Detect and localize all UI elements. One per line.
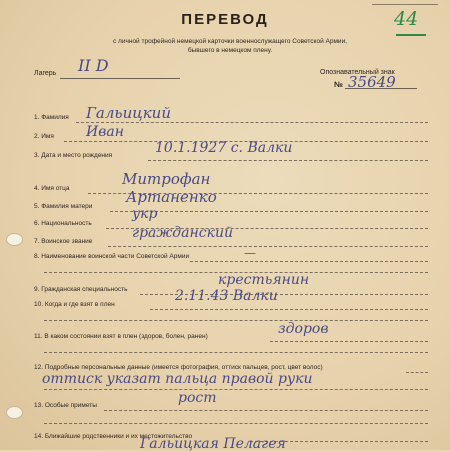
camp-line xyxy=(60,78,180,79)
field-7-value: гражданский xyxy=(132,225,233,241)
punch-hole-lower xyxy=(6,406,23,419)
field-9-label: 9. Гражданская специальность xyxy=(34,286,128,293)
field-10-label: 10. Когда и где взят в плен xyxy=(34,301,115,308)
camp-value: II D xyxy=(78,56,109,75)
field-4-value: Митрофан xyxy=(122,170,211,188)
id-tag-label: Опознавательный знак xyxy=(320,69,395,76)
camp-label: Лагерь xyxy=(34,70,57,77)
field-1-line xyxy=(76,122,428,123)
field-9-value: крестьянин xyxy=(218,272,310,288)
field-3-line xyxy=(148,160,428,161)
field-12-continuation-line xyxy=(44,389,428,390)
punch-hole-upper xyxy=(6,233,23,246)
field-13-line xyxy=(104,410,428,411)
field-14-label: 14. Ближайшие родственники и их местожительство xyxy=(34,433,193,440)
document-subtitle xyxy=(60,37,400,55)
field-13-continuation-line xyxy=(44,423,428,424)
field-8-label: 8. Наименование воинской части Советской Армии xyxy=(34,253,190,260)
field-10-continuation-line xyxy=(44,320,428,321)
field-1-label: 1. Фамилия xyxy=(34,114,69,121)
subtitle-line-2: бывшего в немецком плену. xyxy=(187,47,273,54)
field-6-value: укр xyxy=(132,206,158,222)
field-13-value: рост xyxy=(178,390,217,406)
corner-number-underline xyxy=(396,34,426,36)
field-12-value: оттиск указат пальца правой руки xyxy=(42,371,313,387)
subtitle-line-1: с личной трофейной немецкой карточки военнослужащего Советской Армии, xyxy=(112,38,348,45)
field-3-label: 3. Дата и место рождения xyxy=(34,152,113,159)
field-5-line xyxy=(110,211,428,212)
field-7-label: 7. Воинское звание xyxy=(34,238,93,245)
top-edge-marking xyxy=(372,0,438,5)
field-5-value: Артаненко xyxy=(126,188,217,206)
field-14-value: Гальицкая Пелагея xyxy=(140,436,286,452)
field-11-value: здоров xyxy=(278,321,329,337)
id-tag-value: 35649 xyxy=(348,73,396,91)
field-2-label: 2. Имя xyxy=(34,133,54,140)
field-5-label: 5. Фамилия матери xyxy=(34,203,93,210)
field-10-line xyxy=(150,309,428,310)
field-6-label: 6. Национальность xyxy=(34,220,92,227)
field-12-line xyxy=(406,372,428,373)
field-4-label: 4. Имя отца xyxy=(34,185,70,192)
field-7-line xyxy=(108,246,428,247)
corner-number: 44 xyxy=(394,8,419,30)
field-8-line xyxy=(190,261,428,262)
field-12-label: 12. Подробные персональные данные (имеется фотография, оттиск пальцев, рост, цвет волос) xyxy=(34,364,323,371)
field-8-value: — xyxy=(244,246,256,260)
field-11-line xyxy=(270,341,428,342)
field-3-value: 10.1.1927 с. Валки xyxy=(155,140,293,156)
field-10-value: 2.11.43 Валки xyxy=(175,288,278,304)
id-tag-prefix: № xyxy=(334,80,343,89)
field-11-continuation-line xyxy=(44,352,428,353)
field-13-label: 13. Особые приметы xyxy=(34,402,97,409)
field-1-value: Гальицкий xyxy=(86,104,171,122)
document-title: ПЕРЕВОД xyxy=(181,11,269,28)
field-2-value: Иван xyxy=(86,124,124,140)
field-11-label: 11. В каком состоянии взят в плен (здоров, болен, ранен) xyxy=(34,333,208,340)
